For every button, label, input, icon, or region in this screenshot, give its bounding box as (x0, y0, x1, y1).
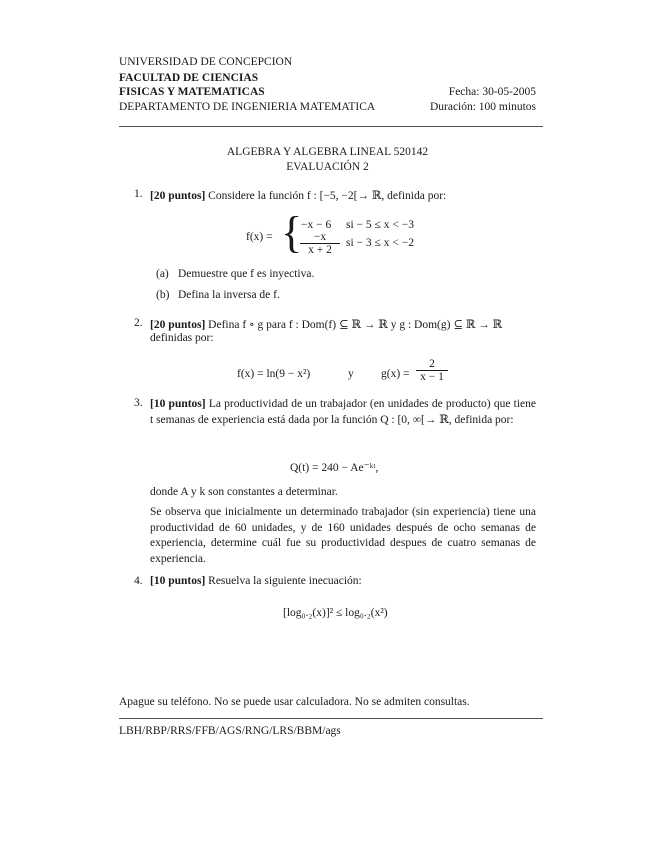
g-formula-fraction (416, 358, 448, 383)
course-title: ALGEBRA Y ALGEBRA LINEAL 520142 (226, 146, 429, 158)
part-b-label: (b) (156, 289, 170, 301)
author-initials: LBH/RBP/RRS/FFB/AGS/RNG/LRS/BBM/ags (119, 725, 341, 737)
problem-3-constants-note: donde A y k son constantes a determinar. (150, 486, 338, 498)
university-name: UNIVERSIDAD DE CONCEPCION (119, 56, 293, 68)
problem-3-points: [10 puntos] (150, 398, 206, 410)
department-name: DEPARTAMENTO DE INGENIERIA MATEMATICA (119, 101, 376, 113)
case-2-denominator: x + 2 (300, 243, 340, 256)
f-formula: f(x) = ln(9 − x²) (237, 368, 311, 380)
problem-3-statement (150, 397, 536, 428)
case-2-fraction (300, 231, 340, 256)
part-b-text: Defina la inversa de f. (178, 289, 280, 301)
left-brace: { (281, 208, 303, 257)
problem-3-number: 3. (134, 397, 143, 409)
g-formula-lhs: g(x) = (381, 368, 410, 380)
q-formula: Q(t) = 240 − Ae⁻ᵏᵗ, (290, 462, 379, 474)
problem-2-number: 2. (134, 317, 143, 329)
problem-1-points: [20 puntos] (150, 190, 206, 202)
problem-1-formula-lhs: f(x) = (246, 231, 273, 243)
case-2-numerator: −x (313, 231, 327, 243)
exam-duration: Duración: 100 minutos (429, 101, 536, 113)
footer-divider (119, 718, 543, 719)
problem-4-text: Resuelva la siguiente inecuación: (208, 575, 362, 587)
inequality-formula: [log₀.₂(x)]² ≤ log₀.₂(x²) (283, 607, 388, 619)
case-1-expression: −x − 6 (301, 219, 332, 231)
part-a-text: Demuestre que f es inyectiva. (178, 268, 315, 280)
problem-1-statement (150, 188, 446, 202)
g-denominator: x − 1 (416, 370, 448, 383)
problem-3-paragraph: Se observa que inicialmente un determinado trabajador (sin experiencia) tiene una productividad de 60 unidades, y de 160 unidades después de ocho semanas de experiencia, determine cuál fue su productividad despues de cuatro semanas de experiencia. (150, 506, 536, 565)
problem-2-text-line-1: Defina f ∘ g para f : Dom(f) ⊆ ℝ → ℝ y g : Dom(g) ⊆ ℝ → ℝ (208, 319, 503, 331)
problem-2-statement (150, 317, 502, 331)
problem-2-points: [20 puntos] (150, 319, 206, 331)
problem-1-number: 1. (134, 188, 143, 200)
problem-2-text-line-2: definidas por: (150, 332, 214, 344)
faculty-line-2: FISICAS Y MATEMATICAS (119, 86, 265, 98)
problem-4-statement (150, 575, 362, 587)
g-numerator: 2 (429, 358, 435, 370)
case-2-condition: si − 3 ≤ x < −2 (346, 237, 414, 249)
case-1-condition: si − 5 ≤ x < −3 (346, 219, 414, 231)
faculty-line-1: FACULTAD DE CIENCIAS (119, 72, 259, 84)
formula-connector: y (348, 368, 354, 380)
part-a-label: (a) (156, 268, 169, 280)
header-divider (119, 126, 543, 127)
problem-3-text: La productividad de un trabajador (en unidades de producto) que tiene t semanas de experiencia está dada por la función Q : [0, ∞[→ ℝ, definida por: (150, 398, 537, 426)
exam-date: Fecha: 30-05-2005 (448, 86, 536, 98)
problem-1-text: Considere la función f : [−5, −2[→ ℝ, definida por: (208, 190, 447, 202)
problem-4-number: 4. (134, 575, 143, 587)
footer-notice: Apague su teléfono. No se puede usar calculadora. No se admiten consultas. (119, 696, 470, 708)
problem-4-points: [10 puntos] (150, 575, 206, 587)
evaluation-title: EVALUACIÓN 2 (286, 161, 369, 173)
